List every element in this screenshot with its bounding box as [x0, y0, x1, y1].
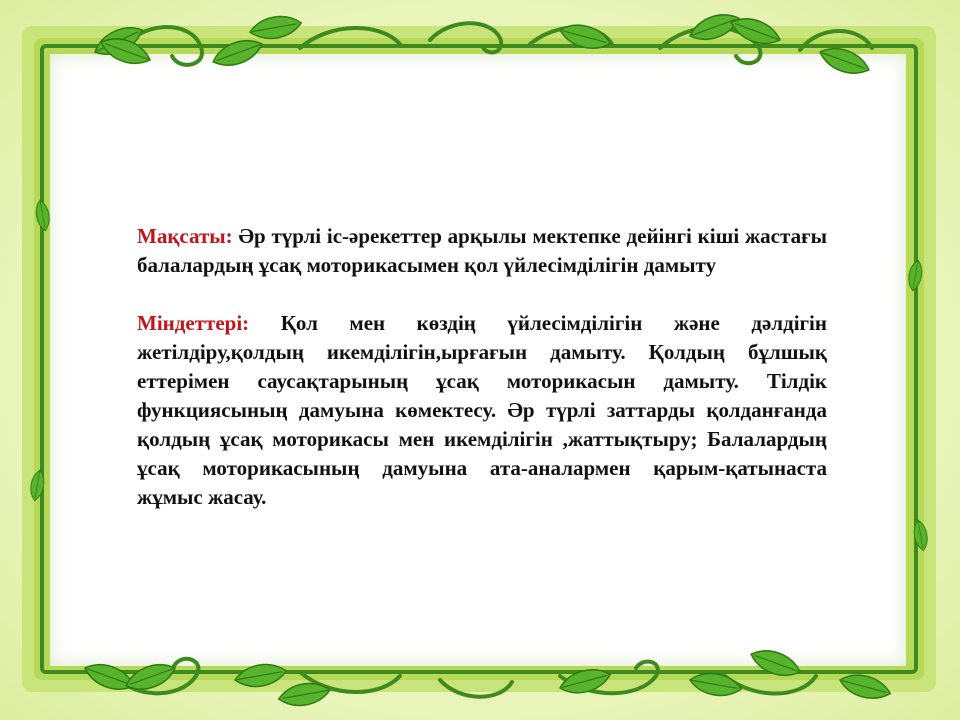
goal-label: Мақсаты:: [137, 224, 233, 248]
tasks-paragraph: [137, 309, 827, 512]
tasks-label: Міндеттері:: [137, 311, 250, 335]
goal-text: Әр түрлі іс-әрекеттер арқылы мектепке дейінгі кіші жастағы балалардың ұсақ моторикасымен қол үйлесімділігін дамыту: [137, 224, 828, 277]
slide-text-block: [137, 222, 827, 541]
goal-paragraph: [137, 222, 827, 280]
tasks-text: Қол мен көздің үйлесімділігін және дәлдігін жетілдіру,қолдың икемділігін,ырғағын дамыту. Қолдың бұлшық еттерімен саусақтарының ұсақ моторикасын дамыту. Тілдік функциясының дамуына көмектесу. Әр түрлі заттарды қолданғанда қолдың ұсақ моторикасы мен икемділігін ,жаттықтыру; Балалардың ұсақ моторикасының дамуына ата-аналармен қарым-қатынаста жұмыс жасау.: [137, 311, 827, 509]
